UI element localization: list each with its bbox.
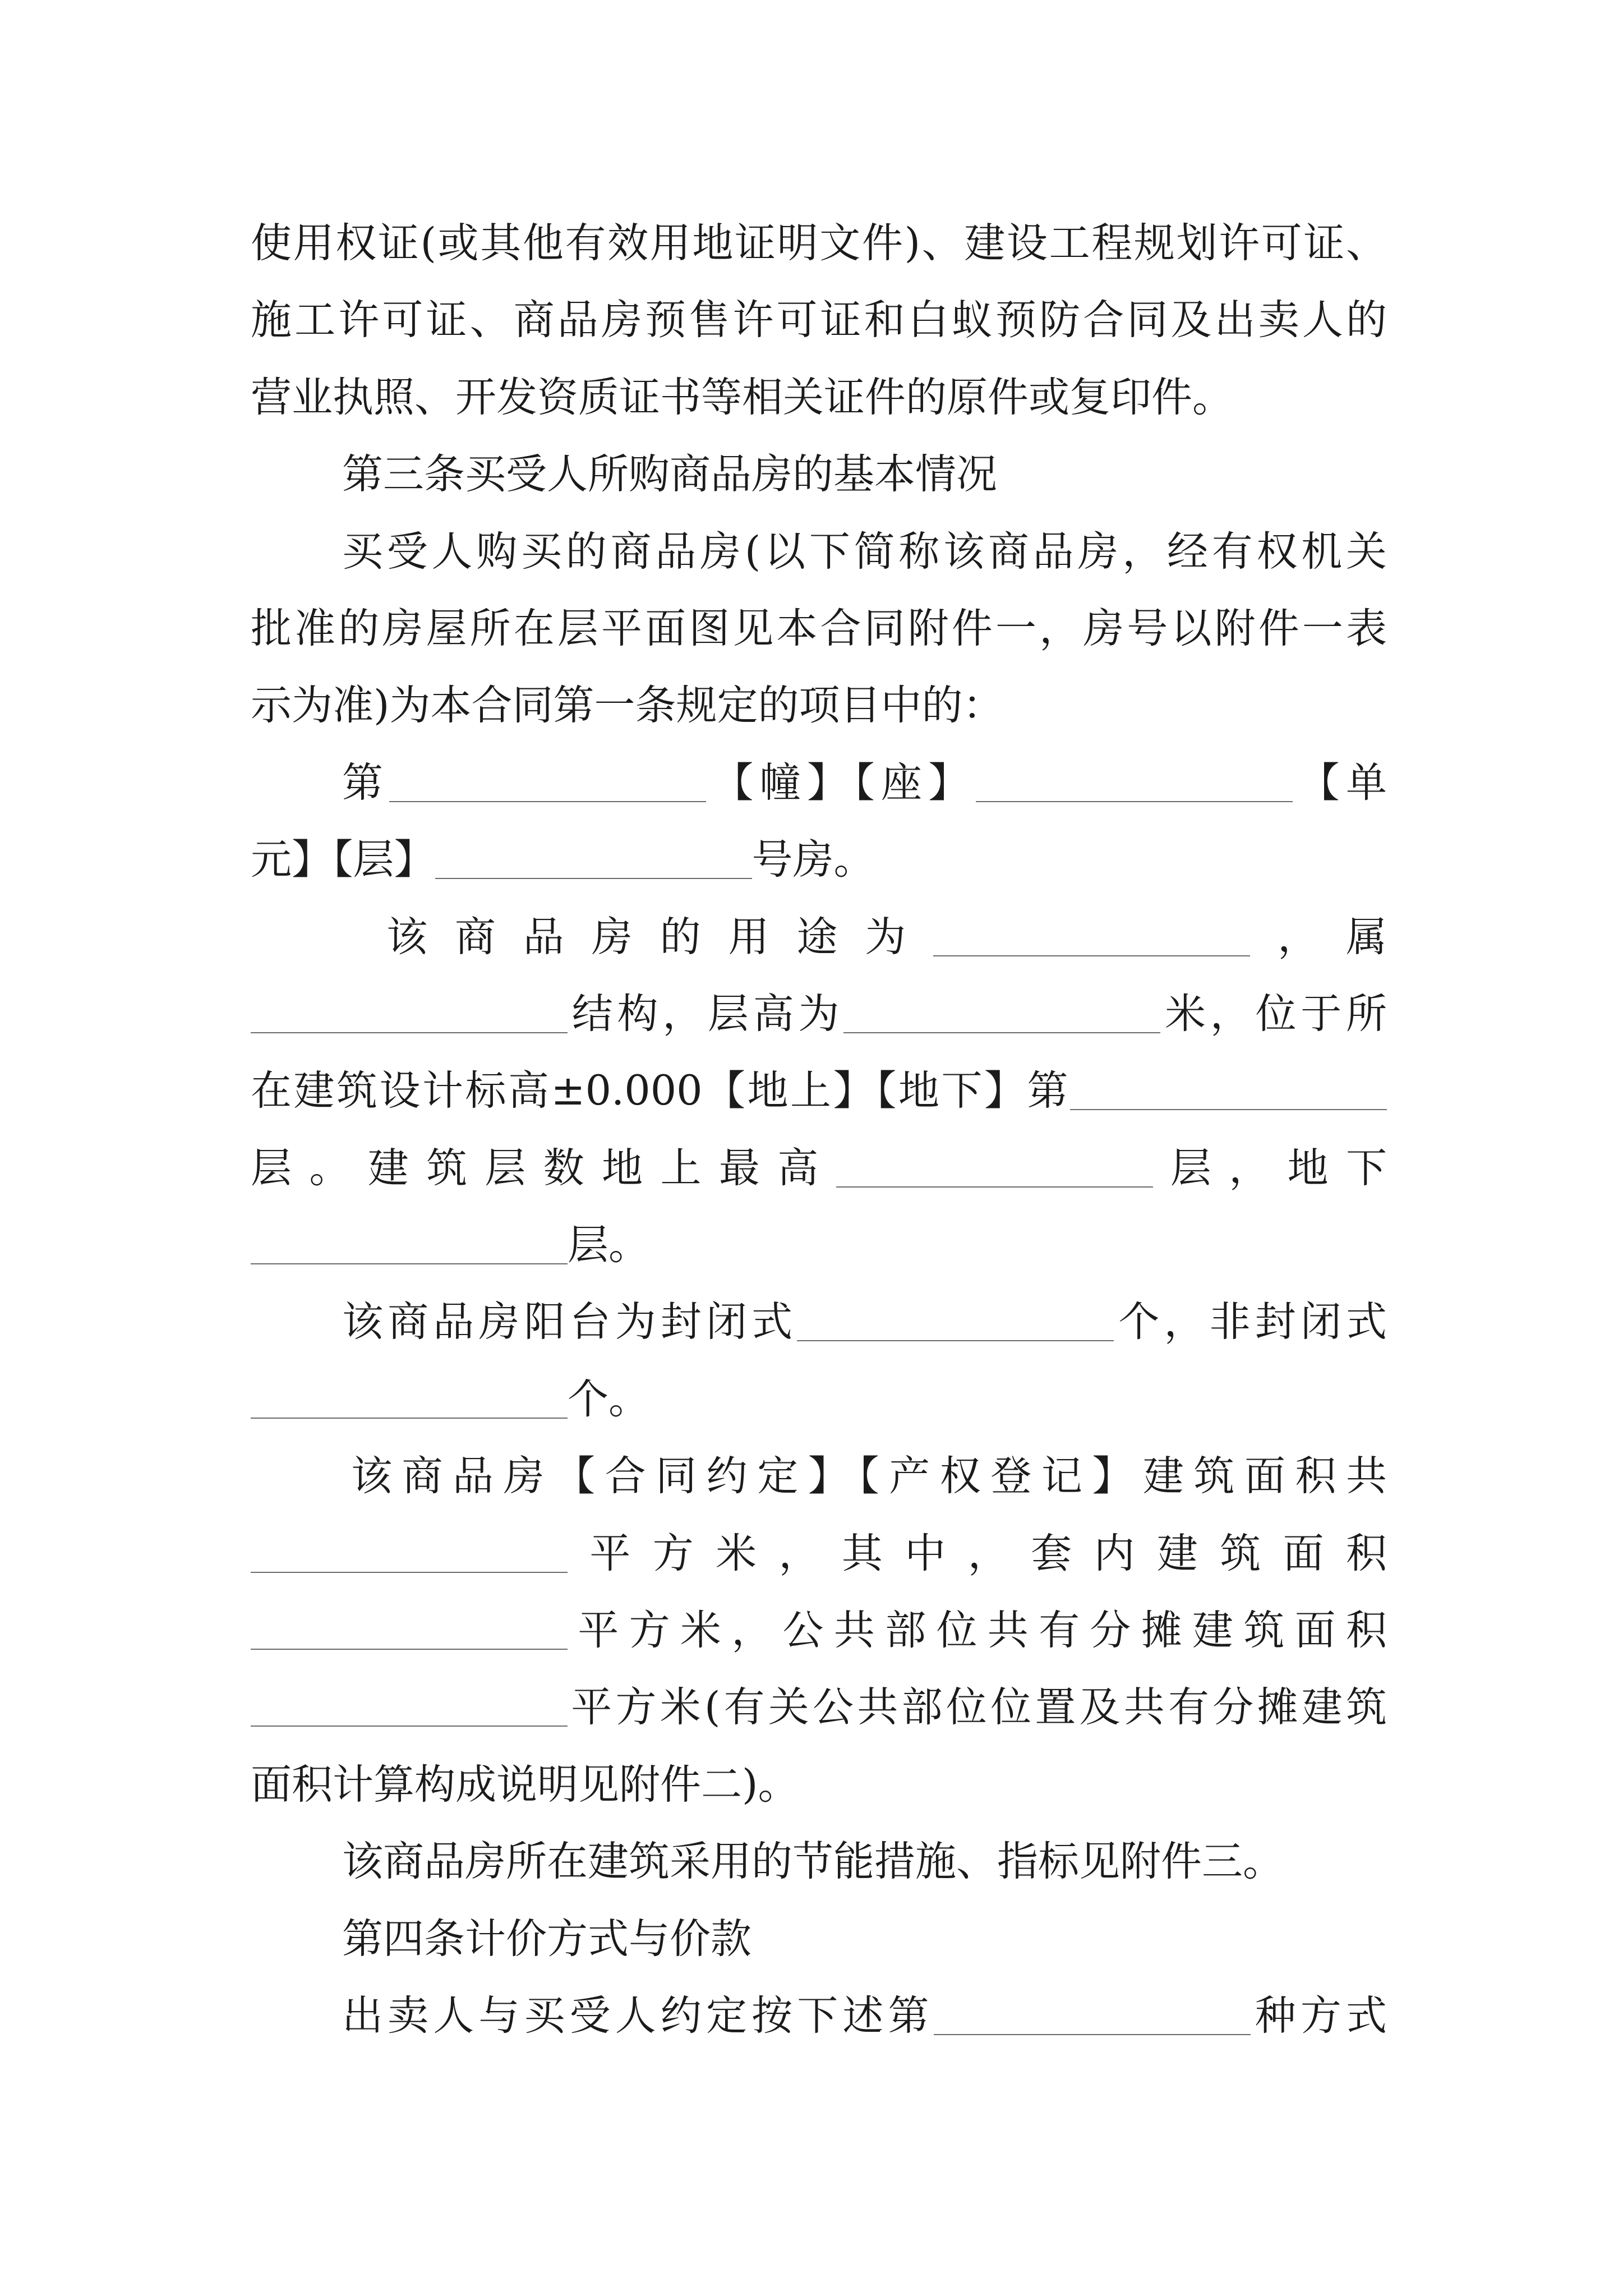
text-line <box>251 282 1387 358</box>
text-line <box>251 1207 1387 1283</box>
text-run: 该商品房【合同约定】【产权登记】建筑面积共 <box>351 1452 1387 1501</box>
fill-in-blank <box>934 2034 1251 2035</box>
text-line <box>251 590 1387 667</box>
text-line <box>251 513 1387 590</box>
text-run: 层，地下 <box>1152 1144 1387 1192</box>
text-run: 【单 <box>1292 758 1387 807</box>
text-line <box>251 899 1387 976</box>
text-run: 示为准)为本合同第一条规定的项目中的： <box>251 682 1004 730</box>
heading-text: 第四条计价方式与价款 <box>342 1915 751 1963</box>
fill-in-blank <box>836 1186 1153 1188</box>
text-run: 该商品房的用途为 <box>386 913 934 961</box>
fill-in-blank <box>251 1726 568 1727</box>
paragraph-unit-number <box>251 744 1387 899</box>
text-run: 该商品房阳台为封闭式 <box>342 1298 797 1346</box>
text-line <box>251 1438 1387 1515</box>
text-line <box>251 667 1387 744</box>
text-run: 【幢】【座】 <box>706 758 976 807</box>
text-line <box>251 1746 1387 1823</box>
text-line <box>251 976 1387 1052</box>
text-run: 营业执照、开发资质证书等相关证件的原件或复印件。 <box>251 373 1233 421</box>
fill-in-blank <box>1070 1109 1387 1110</box>
paragraph-floor-area <box>251 1438 1387 1823</box>
heading-text: 第三条买受人所购商品房的基本情况 <box>342 450 997 499</box>
text-line <box>251 1052 1387 1129</box>
text-line <box>251 821 1387 898</box>
text-line <box>251 1669 1387 1746</box>
paragraph-article-3-intro <box>251 513 1387 744</box>
fill-in-blank <box>251 1649 568 1650</box>
paragraph-usage <box>251 899 1387 1284</box>
text-run: 平方米(有关公共部位位置及共有分摊建筑 <box>568 1683 1387 1732</box>
text-line <box>251 1515 1387 1592</box>
text-run: 面积计算构成说明见附件二)。 <box>251 1760 799 1809</box>
text-line <box>251 205 1387 282</box>
text-run: 个，非封闭式 <box>1114 1298 1387 1346</box>
text-run: 米，位于所 <box>1160 990 1387 1038</box>
paragraph-continuation <box>251 205 1387 436</box>
paragraph-energy-saving <box>251 1823 1387 1900</box>
fill-in-blank <box>251 1032 568 1033</box>
text-line <box>251 744 1387 821</box>
fill-in-blank <box>251 1418 568 1419</box>
text-run: 结构，层高为 <box>568 990 844 1038</box>
text-run: 出卖人与买受人约定按下述第 <box>342 1991 934 2040</box>
fill-in-blank <box>435 878 752 879</box>
text-run: 平方米，其中，套内建筑面积 <box>568 1529 1387 1577</box>
text-run: 买受人购买的商品房(以下简称该商品房，经有权机关 <box>342 527 1387 576</box>
fill-in-blank <box>251 1263 568 1264</box>
text-run: 层。建筑层数地上最高 <box>251 1144 836 1192</box>
document-page <box>251 205 1387 2054</box>
paragraph-balcony <box>251 1283 1387 1438</box>
fill-in-blank <box>933 955 1250 956</box>
fill-in-blank <box>797 1340 1114 1341</box>
text-run: ，属 <box>1250 913 1387 961</box>
fill-in-blank <box>976 801 1293 802</box>
text-run: 号房。 <box>751 836 875 884</box>
text-run: 第 <box>342 758 390 807</box>
fill-in-blank <box>389 801 706 802</box>
text-line <box>251 1361 1387 1438</box>
text-line <box>251 359 1387 436</box>
text-run: 该商品房所在建筑采用的节能措施、指标见附件三。 <box>342 1838 1284 1886</box>
text-run: 元】【层】 <box>251 836 435 884</box>
article-4-heading <box>251 1901 1387 1977</box>
text-run: 使用权证(或其他有效用地证明文件)、建设工程规划许可证、 <box>251 219 1387 267</box>
fill-in-blank <box>843 1032 1160 1033</box>
text-run: 层。 <box>568 1221 649 1269</box>
text-run: 施工许可证、商品房预售许可证和白蚁预防合同及出卖人的 <box>251 296 1387 344</box>
text-run: 个。 <box>568 1375 649 1423</box>
text-run: 在建筑设计标高±0.000【地上】【地下】第 <box>251 1067 1070 1115</box>
text-line <box>251 1283 1387 1360</box>
text-run: 平方米，公共部位共有分摊建筑面积 <box>568 1607 1387 1655</box>
article-3-heading <box>251 436 1387 513</box>
paragraph-pricing-method <box>251 1977 1387 2054</box>
fill-in-blank <box>251 1572 568 1573</box>
text-run: 种方式 <box>1250 1991 1387 2040</box>
text-line <box>251 1130 1387 1207</box>
text-run: 批准的房屋所在层平面图见本合同附件一，房号以附件一表 <box>251 604 1387 652</box>
text-line <box>251 1592 1387 1669</box>
